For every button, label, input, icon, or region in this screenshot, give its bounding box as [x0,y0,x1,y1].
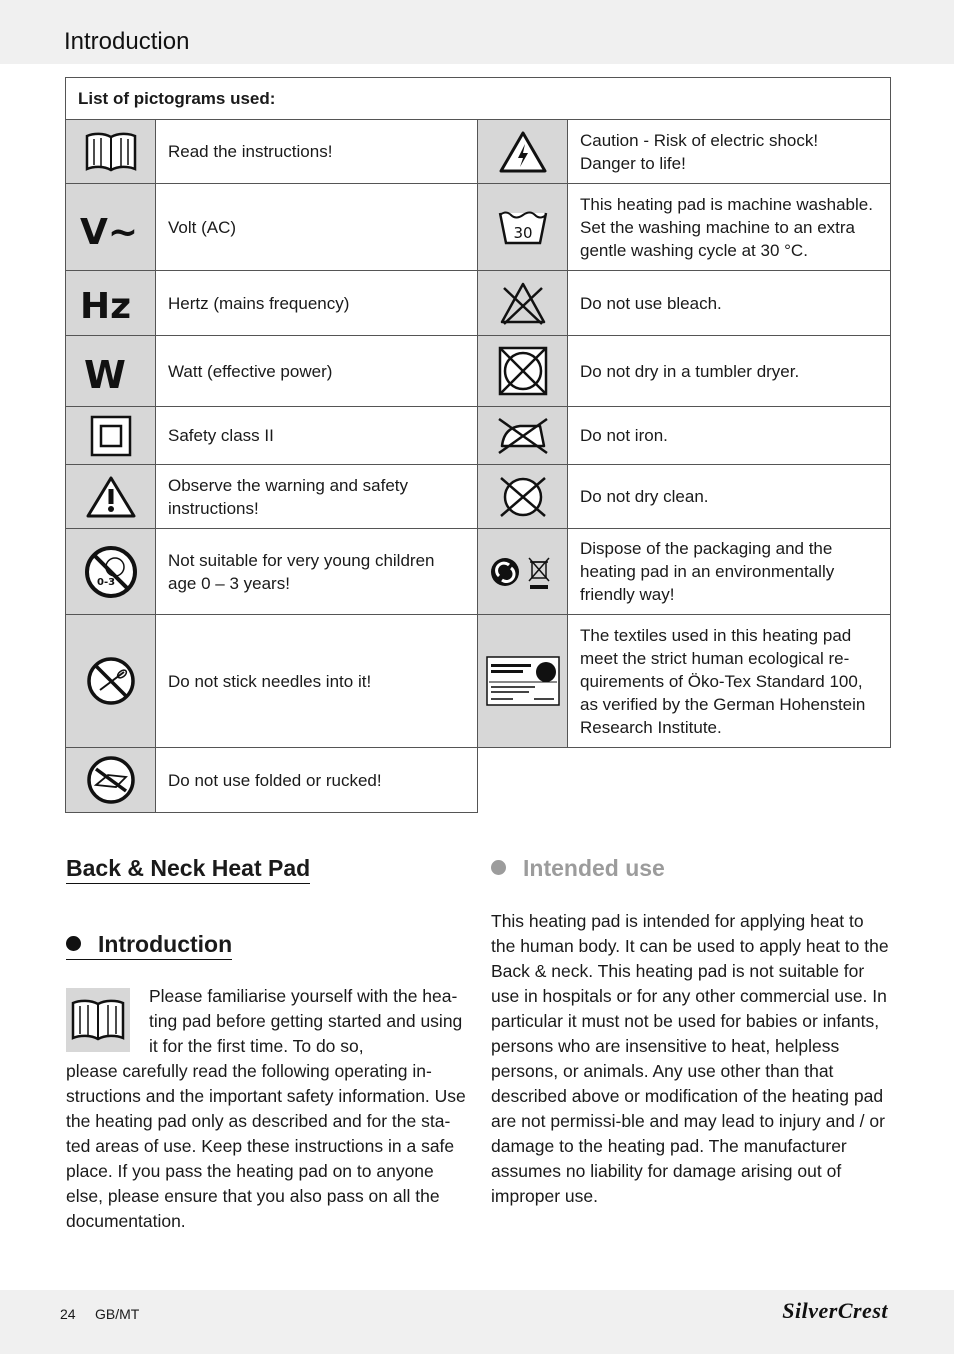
book-icon-box [66,988,130,1052]
svg-text:V~: V~ [79,212,138,250]
volt-ac-icon [76,204,146,250]
introduction-text-a: Please familiarise yourself with the hea-ting pad before getting started and using it for the first time. To do so, [149,986,463,1056]
page-number: 24 [60,1306,76,1322]
pictogram-label: Safety class II [156,407,478,465]
electric-shock-warning-icon [498,130,548,174]
table-row [66,120,891,184]
pictogram-label: Do not stick needles into it! [156,615,478,748]
warning-triangle-icon [85,475,137,519]
bullet-icon [66,936,81,951]
no-needles-icon [86,656,136,706]
table-row [66,748,891,813]
no-folding-icon [86,755,136,805]
pictogram-label: Volt (AC) [156,184,478,271]
locale-code: GB/MT [95,1306,140,1322]
intended-use-heading: Intended use [491,855,665,882]
pictogram-label: Caution - Risk of electric shock! Danger to life! [568,120,891,184]
no-young-children-icon [84,545,138,599]
page-title: Introduction [64,28,190,55]
pictogram-label: Hertz (mains frequency) [156,271,478,336]
introduction-text-b: please carefully read the following operating in-structions and the important safety information. Use the heating pad only as described and for the sta-ted areas of use. Keep these instructions in a safe place. If you pass the heating pad on to anyone else, please ensure that you also pass on all the documentation. [66,1061,466,1231]
no-bleach-icon [499,280,547,326]
recycling-disposal-icon [490,552,556,592]
book-icon [66,988,130,1052]
table-row [66,615,891,748]
oeko-tex-label-icon [486,656,560,706]
table-row [66,184,891,271]
pictogram-label: Do not dry clean. [568,465,891,529]
pictogram-label: Do not use folded or rucked! [156,748,478,813]
pictogram-label: Watt (effective power) [156,336,478,407]
no-iron-icon [496,416,550,456]
table-row [66,407,891,465]
pictogram-label: Do not dry in a tumbler dryer. [568,336,891,407]
no-dry-clean-icon [498,475,548,519]
bullet-icon [491,860,506,875]
pictogram-table [65,77,891,813]
table-row [66,336,891,407]
watt-icon [76,348,146,394]
table-row [66,271,891,336]
pictogram-label: The textiles used in this heating pad meet the strict human ecological re-quirements of Öko-Tex Standard 100, as verified by the German Hohenstein Research Institute. [568,615,891,748]
product-heading: Back & Neck Heat Pad [66,855,310,884]
table-row [66,529,891,615]
page-footer [0,1290,954,1354]
svg-text:Hz: Hz [79,286,131,326]
svg-text:W: W [83,353,126,394]
pictogram-label: Read the instructions! [156,120,478,184]
table-row [66,465,891,529]
introduction-heading: Introduction [66,931,232,960]
pictogram-label: Not suitable for very young children age 0 – 3 years! [156,529,478,615]
intended-use-text: This heating pad is intended for applying heat to the human body. It can be used to apply heat to the Back & neck. This heating pad is not suitable for use in hospitals or for any other commercial use. In particular it must not be used for babies or infants, persons who are insensitive to heat, helpless persons, or animals. Any use other than that described above or modification of the heating pad are not permissi-ble and may lead to injury and / or damage to the heating pad. The manufacturer assumes no liability for damage arising out of improper use. [491,911,889,1206]
safety-class-2-icon [90,415,132,457]
no-tumble-dry-icon [497,345,549,397]
brand-logo: SilverCrest [782,1298,888,1323]
pictogram-label: Do not iron. [568,407,891,465]
svg-text:0-3: 0-3 [96,576,115,588]
book-icon [84,131,138,173]
pictogram-label: Dispose of the packaging and the heating pad in an environmentally friendly way! [568,529,891,615]
pictogram-label: Do not use bleach. [568,271,891,336]
hertz-icon [76,280,146,326]
pictogram-label: Observe the warning and safety instructions! [156,465,478,529]
page-header [0,0,954,64]
wash-30-icon [497,207,549,247]
pictogram-label: This heating pad is machine washable. Set the washing machine to an extra gentle washing cycle at 30 °C. [568,184,891,271]
table-header: List of pictograms used: [66,78,891,120]
svg-text:30: 30 [512,224,533,242]
